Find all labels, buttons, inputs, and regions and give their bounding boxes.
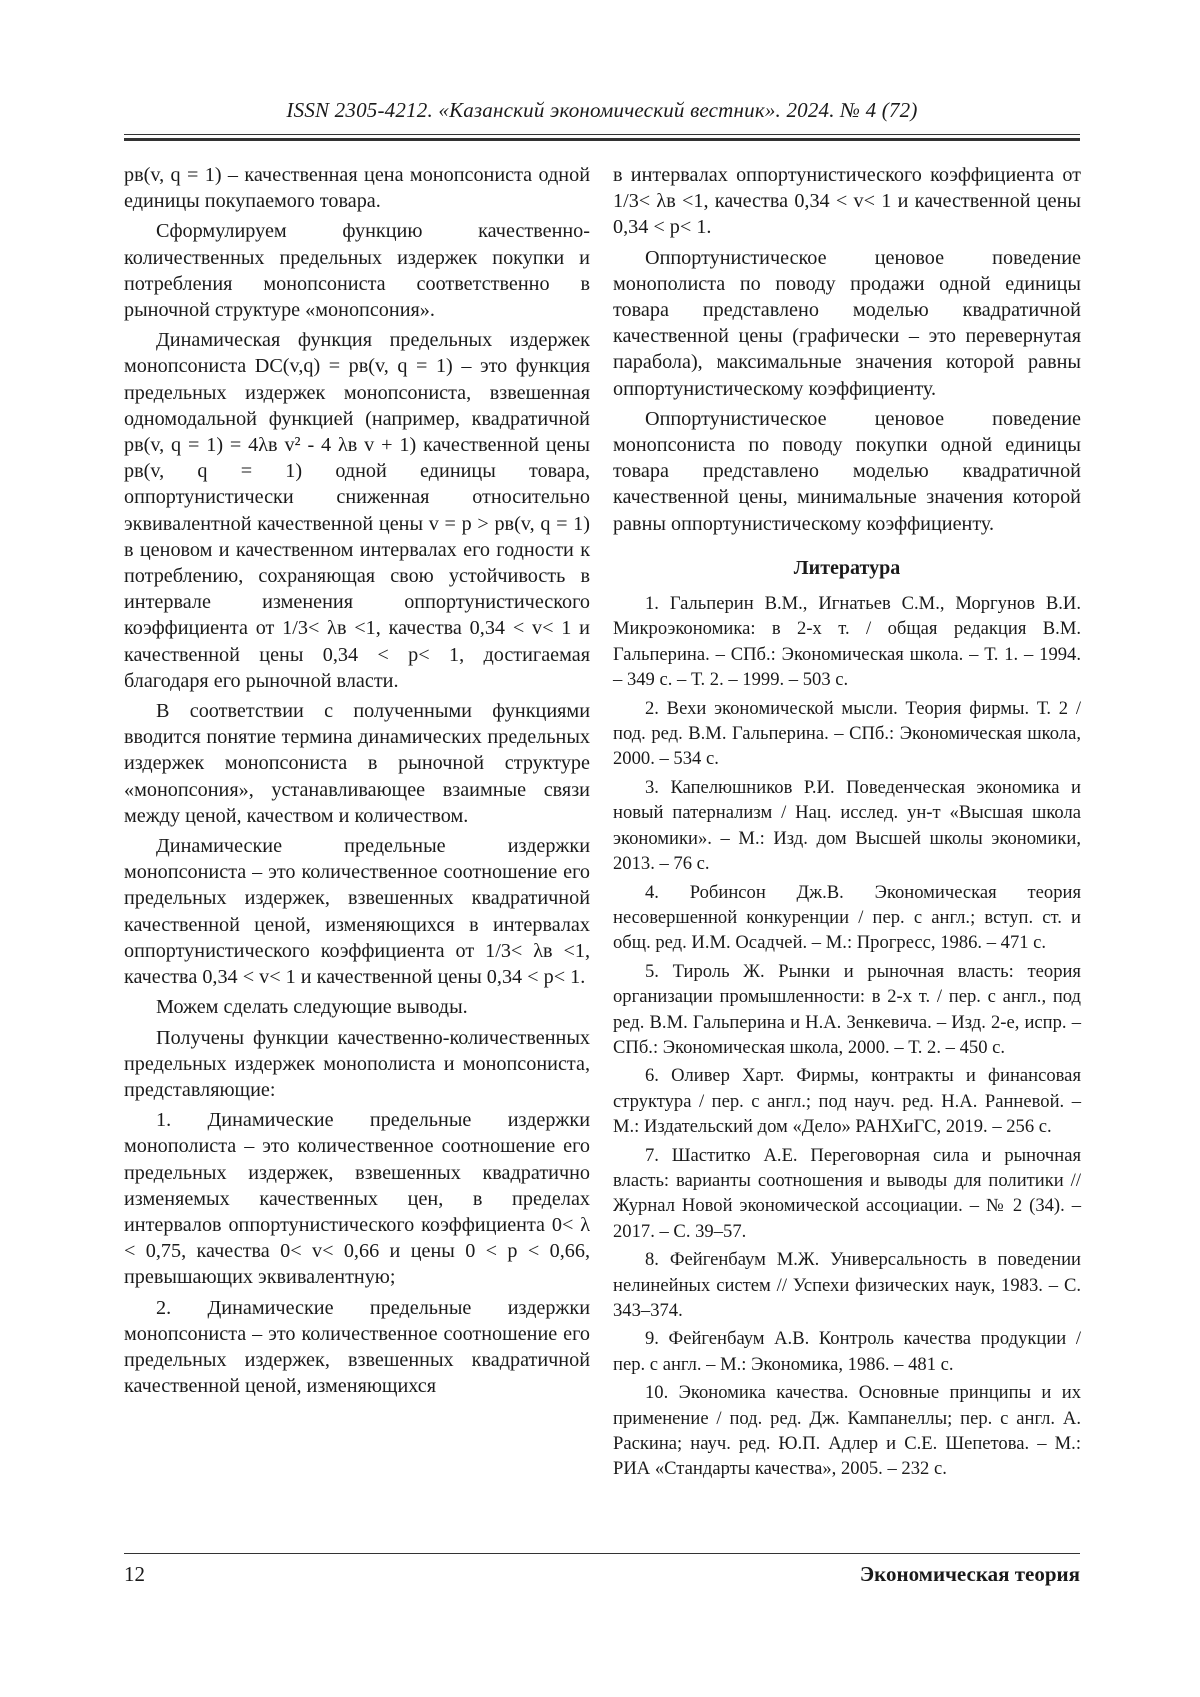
list-item: 1. Динамические предельные издержки монополиста – это количественное соотношение его предельных издержек, взвешенных квадратично изменяемых качественных цен, в пределах интервалов оппортунистического коэффициента 0< λ < 0,75, качества 0< v< 0,66 и цены 0 < р < 0,66, превышающих эквивалентную; bbox=[124, 1109, 590, 1289]
reference-item: 10. Экономика качества. Основные принципы и их применение / под. ред. Дж. Кампанеллы; пер. с англ. А. Раскина; науч. ред. Ю.П. Адлер и С.Е. Шепетова. – М.: РИА «Стандарты качества», 2005. – 232 с. bbox=[613, 1382, 1081, 1480]
paragraph: Оппортунистическое ценовое поведение монопсониста по поводу покупки одной единицы товара представлено моделью квадратичной качественной цены, минимальные значения которой равны оппортунистическому коэффициенту. bbox=[613, 407, 1081, 535]
header-rule-thick bbox=[124, 138, 1080, 141]
left-column bbox=[124, 162, 590, 1403]
paragraph: Динамическая функция предельных издержек монопсониста DC(v,q) = рв(v, q = 1) – это функция предельных издержек монопсониста, взвешенная одномодальной функцией (например, квадратичной рв(v, q = 1) = 4λв v² - 4 λв v + 1) качественной цены рв(v, q = 1) одной единицы товара, оппортунистически сниженная относительно эквивалентной качественной цены v = р > рв(v, q = 1) в ценовом и качественном интервалах его годности к потреблению, сохраняющая свою устойчивость в интервале изменения оппортунистического коэффициента от 1/3< λв <1, качества 0,34 < v< 1 и качественной цены 0,34 < р< 1, достигаемая благодаря его рыночной власти. bbox=[124, 329, 590, 692]
paragraph: В соответствии с полученными функциями вводится понятие термина динамических предельных издержек монопсониста в рыночной структуре «монопсония», устанавливающее взаимные связи между ценой, качеством и количеством. bbox=[124, 700, 590, 827]
right-column bbox=[613, 162, 1081, 1485]
reference-item: 2. Вехи экономической мысли. Теория фирмы. Т. 2 / под. ред. В.М. Гальперина. – СПб.: Экономическая школа, 2000. – 534 с. bbox=[613, 697, 1081, 770]
paragraph: Оппортунистическое ценовое поведение монополиста по поводу продажи одной единицы товара представлено моделью квадратичной качественной цены (графически – это перевернутая парабола), максимальные значения которой равны оппортунистическому коэффициенту. bbox=[613, 246, 1081, 400]
reference-item: 4. Робинсон Дж.В. Экономическая теория несовершенной конкуренции / пер. с англ.; вступ. ст. и общ. ред. И.М. Осадчей. – М.: Прогресс, 1986. – 471 с. bbox=[613, 881, 1081, 954]
paragraph: Сформулируем функцию качественно-количественных предельных издержек покупки и потребления монопсониста соответственно в рыночной структуре «монопсония». bbox=[124, 220, 590, 322]
references-heading: Литература bbox=[793, 556, 901, 579]
paragraph: в интервалах оппортунистического коэффициента от 1/3< λв <1, качества 0,34 < v< 1 и качественной цены 0,34 < р< 1. bbox=[613, 164, 1081, 239]
reference-item: 6. Оливер Харт. Фирмы, контракты и финансовая структура / пер. с англ.; под науч. ред. Н.А. Ранневой. – М.: Издательский дом «Дело» РАНХиГС, 2019. – 256 с. bbox=[613, 1065, 1081, 1138]
journal-header: ISSN 2305-4212. «Казанский экономический вестник». 2024. № 4 (72) bbox=[286, 98, 918, 122]
reference-item: 5. Тироль Ж. Рынки и рыночная власть: теория организации промышленности: в 2-х т. / пер. с англ., под ред. В.М. Гальперина и Н.А. Зенкевича. – Изд. 2-е, испр. – СПб.: Экономическая школа, 2000. – Т. 2. – 450 с. bbox=[613, 960, 1081, 1058]
reference-item: 1. Гальперин В.М., Игнатьев С.М., Моргунов В.И. Микроэкономика: в 2-х т. / общая редакция В.М. Гальперина. – СПб.: Экономическая школа. – Т. 1. – 1994. – 349 с. – Т. 2. – 1999. – 503 с. bbox=[613, 593, 1081, 691]
page-number: 12 bbox=[124, 1562, 145, 1586]
paragraph: Можем сделать следующие выводы. bbox=[156, 996, 468, 1019]
header-rule-thin bbox=[124, 134, 1080, 135]
paragraph: Получены функции качественно-количественных предельных издержек монополиста и монопсониста, представляющие: bbox=[124, 1026, 590, 1101]
section-title: Экономическая теория bbox=[859, 1562, 1080, 1586]
reference-item: 9. Фейгенбаум А.В. Контроль качества продукции / пер. с англ. – М.: Экономика, 1986. – 481 с. bbox=[613, 1328, 1081, 1375]
list-item: 2. Динамические предельные издержки монопсониста – это количественное соотношение его предельных издержек, взвешенных квадратичной качественной ценой, изменяющихся bbox=[124, 1296, 590, 1398]
reference-item: 7. Шаститко А.Е. Переговорная сила и рыночная власть: варианты соотношения и выводы для политики // Журнал Новой экономической ассоциации. – № 2 (34). – 2017. – С. 39–57. bbox=[613, 1144, 1081, 1242]
reference-item: 3. Капелюшников Р.И. Поведенческая экономика и новый патернализм / Нац. исслед. ун-т «Высшая школа экономики». – М.: Изд. дом Высшей школы экономики, 2013. – 76 с. bbox=[613, 776, 1081, 875]
paragraph: рв(v, q = 1) – качественная цена монопсониста одной единицы покупаемого товара. bbox=[124, 164, 590, 213]
paragraph: Динамические предельные издержки монопсониста – это количественное соотношение его предельных издержек, взвешенных квадратичной качественной ценой, изменяющихся в интервалах оппортунистического коэффициента от 1/3< λв <1, качества 0,34 < v< 1 и качественной цены 0,34 < р< 1. bbox=[124, 835, 590, 989]
reference-item: 8. Фейгенбаум М.Ж. Универсальность в поведении нелинейных систем // Успехи физических наук, 1983. – С. 343–374. bbox=[613, 1249, 1081, 1322]
footer-rule bbox=[124, 1553, 1080, 1554]
